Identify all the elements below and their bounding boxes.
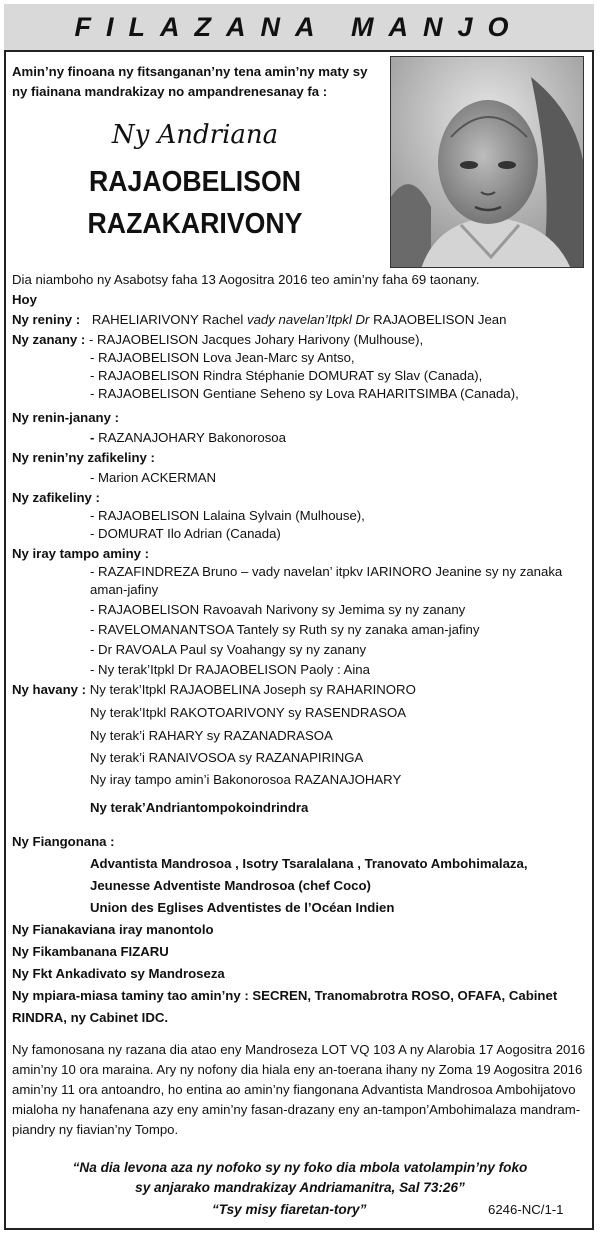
funeral-line: amin’ny 10 ora maraina. Ary ny nofony dia hiala eny an-toerana ihany ny Zoma 19 Aogositra 2016 bbox=[12, 1062, 583, 1077]
iray-tampo-item: - RAVELOMANANTSOA Tantely sy Ruth sy ny zanaka aman-jafiny bbox=[90, 622, 480, 637]
mpiara-line-cont: RINDRA, ny Cabinet IDC. bbox=[12, 1010, 169, 1025]
reniny-note: vady navelan’Itpkl Dr bbox=[246, 312, 370, 327]
zanany-label: Ny zanany : bbox=[12, 332, 86, 347]
zanany-item: - RAJAOBELISON Lova Jean-Marc sy Antso, bbox=[90, 350, 355, 365]
zafikeliny-item: - RAJAOBELISON Lalaina Sylvain (Mulhouse), bbox=[90, 508, 365, 523]
havany-item: Ny iray tampo amin’i Bakonorosoa RAZANAJOHARY bbox=[90, 772, 402, 787]
mpiara-line: Ny mpiara-miasa taminy tao amin’ny : SECREN, Tranomabrotra ROSO, OFAFA, Cabinet bbox=[12, 988, 558, 1003]
havany-line bbox=[12, 682, 416, 697]
funeral-line: Ny famonosana ny razana dia atao eny Mandroseza LOT VQ 103 A ny Alarobia 17 Aogositra 2016 bbox=[12, 1042, 586, 1057]
reference-code: 6246-NC/1-1 bbox=[488, 1202, 564, 1217]
fikambanana-line: Ny Fikambanana FIZARU bbox=[12, 944, 169, 959]
zafikeliny-item: - DOMURAT Ilo Adrian (Canada) bbox=[90, 526, 281, 541]
funeral-line: mialoha ny hanafenana azy eny amin’ny fasan-drazany eny an-tampon’Ambohimalaza mandram- bbox=[12, 1102, 581, 1117]
reniny-label: Ny reniny : bbox=[12, 312, 81, 327]
zanany-item: - RAJAOBELISON Gentiane Seheno sy Lova RAHARITSIMBA (Canada), bbox=[90, 386, 519, 401]
deceased-portrait bbox=[390, 56, 584, 268]
zanany-item: - RAJAOBELISON Rindra Stéphanie DOMURAT sy Slav (Canada), bbox=[90, 368, 483, 383]
renin-janany-label: Ny renin-janany : bbox=[12, 410, 119, 425]
havany-label: Ny havany : bbox=[12, 682, 87, 697]
havany-item: Ny terak’Itpkl RAKOTOARIVONY sy RASENDRASOA bbox=[90, 705, 407, 720]
notice-header bbox=[4, 4, 594, 52]
quote-line2: sy anjarako mandrakizay Andriamanitra, Sal 73:26” bbox=[135, 1180, 465, 1195]
hoy-label: Hoy bbox=[12, 292, 37, 307]
reniny-spouse: RAJAOBELISON Jean bbox=[373, 312, 507, 327]
fkt-line: Ny Fkt Ankadivato sy Mandroseza bbox=[12, 966, 225, 981]
death-notice: Dia niamboho ny Asabotsy faha 13 Aogositra 2016 teo amin’ny faha 69 taonany. bbox=[12, 272, 480, 287]
portrait-drawing bbox=[391, 57, 584, 268]
intro-text: Amin’ny finoana ny fitsanganan’ny tena amin’ny maty sy ny fiainana mandrakizay no ampandrenesanay fa : bbox=[12, 64, 368, 99]
iray-tampo-item: - RAJAOBELISON Ravoavah Narivony sy Jemima sy ny zanany bbox=[90, 602, 466, 617]
funeral-line: piandry ny fiavian’ny Tompo. bbox=[12, 1122, 179, 1137]
renin-zafikeliny-label: Ny renin’ny zafikeliny : bbox=[12, 450, 155, 465]
zanany-line bbox=[12, 332, 423, 347]
deceased-name-line2: RAZAKARIVONY bbox=[87, 208, 303, 240]
reniny-line bbox=[12, 312, 506, 327]
deceased-name-line1: RAJAOBELISON bbox=[88, 166, 301, 198]
church-line1: Advantista Mandrosoa , Isotry Tsaralalana , Tranovato Ambohimalaza, bbox=[90, 856, 528, 871]
motto: “Tsy misy fiaretan-tory” bbox=[212, 1202, 367, 1217]
funeral-line: amin’ny 11 ora antoandro, ho entina ao amin’ny fiangonana Advantista Mandrosoa Ambohijatovo bbox=[12, 1082, 576, 1097]
zanany-item: - RAJAOBELISON Jacques Johary Harivony (Mulhouse), bbox=[88, 332, 424, 347]
renin-janany-dash: - bbox=[90, 430, 95, 445]
church-line3: Union des Eglises Adventistes de l’Océan Indien bbox=[90, 900, 395, 915]
iray-tampo-item: - Ny terak’Itpkl Dr RAJAOBELISON Paoly : Aina bbox=[90, 662, 370, 677]
reniny-name: RAHELIARIVONY Rachel bbox=[91, 312, 244, 327]
renin-janany-line bbox=[90, 430, 286, 445]
church-line2: Jeunesse Adventiste Mandrosoa (chef Coco) bbox=[90, 878, 371, 893]
havany-item: Ny terak’i RAHARY sy RAZANADRASOA bbox=[90, 728, 333, 743]
iray-tampo-label: Ny iray tampo aminy : bbox=[12, 546, 150, 561]
havany-item: Ny terak’Itpkl RAJAOBELINA Joseph sy RAHARINORO bbox=[89, 682, 416, 697]
andriantompo-line: Ny terak’Andriantompokoindrindra bbox=[90, 800, 309, 815]
renin-zafikeliny-name: - Marion ACKERMAN bbox=[90, 470, 217, 485]
fianakaviana-line: Ny Fianakaviana iray manontolo bbox=[12, 922, 214, 937]
iray-tampo-item-cont: aman-jafiny bbox=[90, 582, 159, 597]
quote-line1: “Na dia levona aza ny nofoko sy ny foko dia mbola vatolampin’ny foko bbox=[72, 1160, 528, 1175]
renin-janany-name: RAZANAJOHARY Bakonorosoa bbox=[98, 430, 286, 445]
havany-item: Ny terak’i RANAIVOSOA sy RAZANAPIRINGA bbox=[90, 750, 364, 765]
iray-tampo-item: - Dr RAVOALA Paul sy Voahangy sy ny zanany bbox=[90, 642, 367, 657]
zafikeliny-label: Ny zafikeliny : bbox=[12, 490, 100, 505]
iray-tampo-item: - RAZAFINDREZA Bruno – vady navelan’ itpkv IARINORO Jeanine sy ny zanaka bbox=[90, 564, 563, 579]
notice-title: FILAZANA MANJO bbox=[74, 11, 524, 42]
deceased-honorific: Ny Andriana bbox=[111, 120, 279, 150]
church-label: Ny Fiangonana : bbox=[12, 834, 115, 849]
